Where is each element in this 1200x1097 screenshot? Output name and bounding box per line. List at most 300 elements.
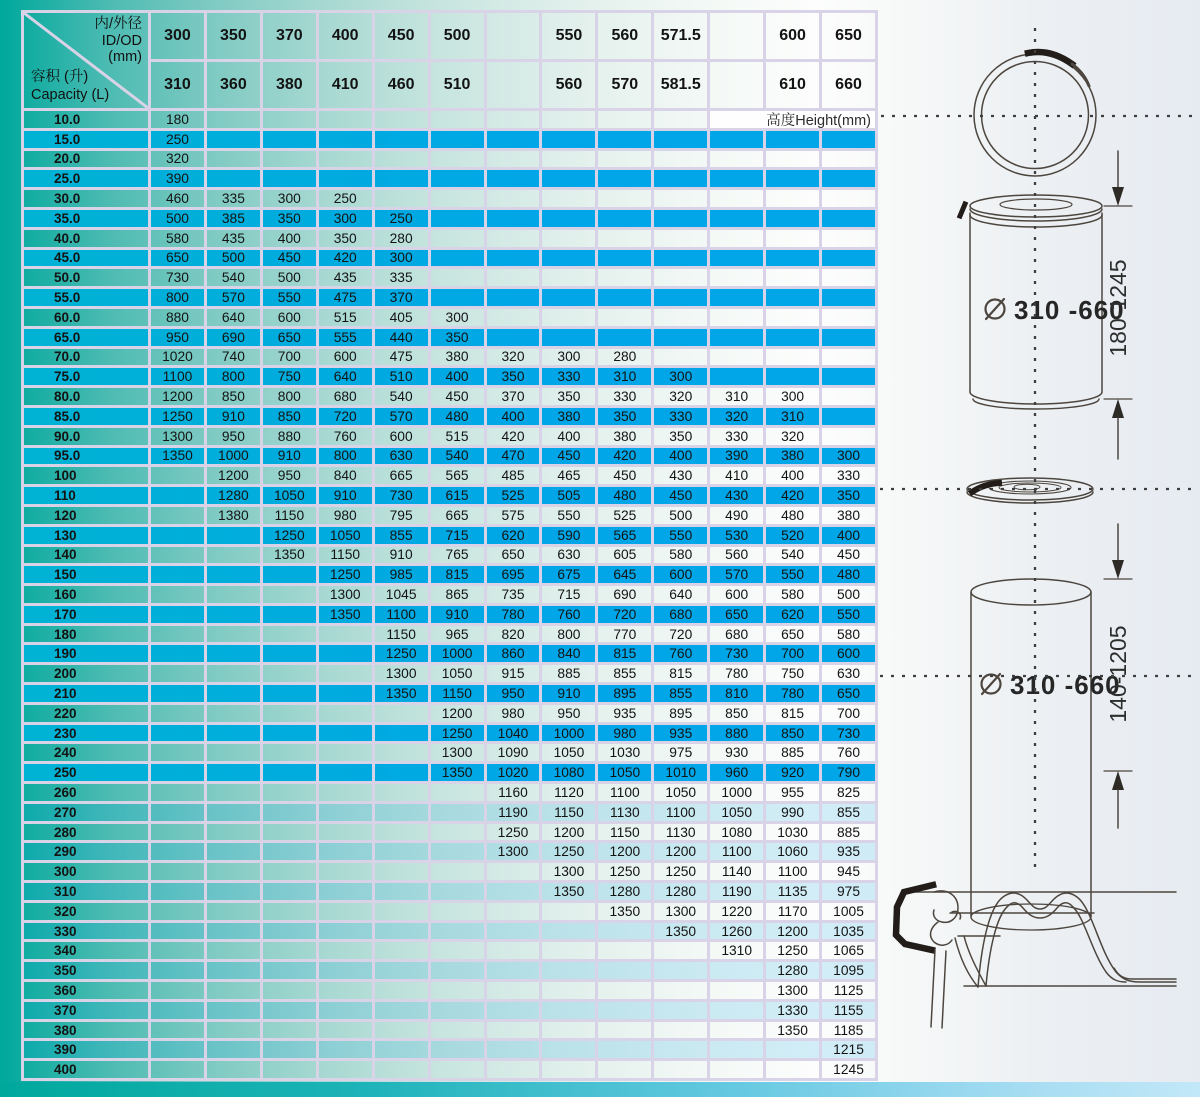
data-cell: 975 bbox=[654, 744, 707, 761]
data-cell bbox=[822, 269, 875, 286]
data-cell bbox=[263, 131, 316, 148]
data-cell: 1050 bbox=[263, 487, 316, 504]
data-cell: 935 bbox=[822, 843, 875, 860]
data-cell: 915 bbox=[487, 665, 540, 682]
data-cell bbox=[319, 1002, 372, 1019]
data-cell: 390 bbox=[710, 448, 763, 465]
data-cell bbox=[822, 190, 875, 207]
capacity-cell: 190 bbox=[24, 645, 148, 662]
data-cell bbox=[766, 170, 819, 187]
data-cell: 1350 bbox=[263, 547, 316, 564]
data-cell bbox=[151, 467, 204, 484]
data-cell: 885 bbox=[766, 744, 819, 761]
data-cell: 1250 bbox=[542, 843, 595, 860]
data-cell: 910 bbox=[375, 547, 428, 564]
data-cell bbox=[822, 151, 875, 168]
data-cell bbox=[431, 190, 484, 207]
data-cell: 400 bbox=[822, 527, 875, 544]
data-cell bbox=[151, 626, 204, 643]
data-cell: 380 bbox=[766, 448, 819, 465]
data-cell: 500 bbox=[151, 210, 204, 227]
data-cell: 910 bbox=[319, 487, 372, 504]
col-header-id: 560 bbox=[598, 13, 651, 59]
data-cell: 590 bbox=[542, 527, 595, 544]
data-cell bbox=[319, 764, 372, 781]
data-cell: 350 bbox=[654, 428, 707, 445]
data-cell bbox=[151, 606, 204, 623]
data-cell: 1300 bbox=[151, 428, 204, 445]
data-cell bbox=[431, 1002, 484, 1019]
data-cell: 550 bbox=[822, 606, 875, 623]
capacity-cell: 400 bbox=[24, 1061, 148, 1078]
data-cell: 855 bbox=[598, 665, 651, 682]
data-cell: 1300 bbox=[319, 586, 372, 603]
data-cell bbox=[151, 487, 204, 504]
data-cell bbox=[207, 1061, 260, 1078]
data-cell: 840 bbox=[542, 645, 595, 662]
data-cell: 880 bbox=[151, 309, 204, 326]
data-cell: 950 bbox=[207, 428, 260, 445]
data-cell bbox=[375, 190, 428, 207]
data-cell: 580 bbox=[654, 547, 707, 564]
data-cell bbox=[319, 824, 372, 841]
data-cell bbox=[654, 1002, 707, 1019]
data-cell bbox=[654, 289, 707, 306]
data-cell: 400 bbox=[542, 428, 595, 445]
data-cell: 380 bbox=[598, 428, 651, 445]
data-cell: 505 bbox=[542, 487, 595, 504]
data-cell bbox=[207, 804, 260, 821]
data-cell: 330 bbox=[598, 388, 651, 405]
data-cell: 1000 bbox=[431, 645, 484, 662]
data-cell: 565 bbox=[431, 467, 484, 484]
data-cell: 385 bbox=[207, 210, 260, 227]
data-cell bbox=[151, 824, 204, 841]
data-cell: 1190 bbox=[487, 804, 540, 821]
data-cell bbox=[710, 962, 763, 979]
data-cell: 1250 bbox=[151, 408, 204, 425]
data-cell: 800 bbox=[542, 626, 595, 643]
data-cell bbox=[431, 170, 484, 187]
data-cell bbox=[598, 309, 651, 326]
data-cell bbox=[207, 626, 260, 643]
data-cell: 1200 bbox=[598, 843, 651, 860]
data-cell bbox=[151, 645, 204, 662]
data-cell: 700 bbox=[263, 349, 316, 366]
data-cell: 715 bbox=[431, 527, 484, 544]
data-cell: 1350 bbox=[766, 1022, 819, 1039]
capacity-cell: 40.0 bbox=[24, 230, 148, 247]
data-cell bbox=[542, 289, 595, 306]
data-cell bbox=[598, 1002, 651, 1019]
data-cell bbox=[207, 784, 260, 801]
capacity-cell: 220 bbox=[24, 705, 148, 722]
data-cell: 300 bbox=[822, 448, 875, 465]
data-cell bbox=[654, 210, 707, 227]
data-cell bbox=[654, 1061, 707, 1078]
data-cell bbox=[766, 309, 819, 326]
data-cell bbox=[207, 606, 260, 623]
data-cell: 750 bbox=[263, 368, 316, 385]
data-cell bbox=[319, 744, 372, 761]
data-cell bbox=[375, 883, 428, 900]
data-cell bbox=[542, 250, 595, 267]
dim-arrow-top bbox=[1104, 151, 1132, 459]
data-cell: 570 bbox=[207, 289, 260, 306]
data-cell: 855 bbox=[654, 685, 707, 702]
col-header-id: 650 bbox=[822, 13, 875, 59]
data-cell bbox=[710, 210, 763, 227]
col-header-id: 300 bbox=[151, 13, 204, 59]
data-cell bbox=[822, 131, 875, 148]
data-cell: 700 bbox=[822, 705, 875, 722]
data-cell bbox=[263, 764, 316, 781]
capacity-cell: 90.0 bbox=[24, 428, 148, 445]
capacity-cell: 20.0 bbox=[24, 151, 148, 168]
data-cell: 730 bbox=[710, 645, 763, 662]
data-cell: 1350 bbox=[542, 883, 595, 900]
data-cell bbox=[207, 547, 260, 564]
data-cell bbox=[375, 824, 428, 841]
data-cell bbox=[710, 329, 763, 346]
data-cell: 405 bbox=[375, 309, 428, 326]
data-cell: 500 bbox=[822, 586, 875, 603]
data-cell: 310 bbox=[710, 388, 763, 405]
data-cell bbox=[207, 170, 260, 187]
spec-table bbox=[21, 10, 878, 1081]
data-cell bbox=[542, 151, 595, 168]
data-cell bbox=[431, 982, 484, 999]
data-cell bbox=[822, 210, 875, 227]
capacity-cell: 140 bbox=[24, 547, 148, 564]
data-cell: 675 bbox=[542, 566, 595, 583]
data-cell bbox=[151, 982, 204, 999]
data-cell: 880 bbox=[710, 725, 763, 742]
data-cell bbox=[151, 962, 204, 979]
data-cell: 580 bbox=[151, 230, 204, 247]
data-cell bbox=[319, 1061, 372, 1078]
data-cell bbox=[487, 151, 540, 168]
data-cell: 525 bbox=[598, 507, 651, 524]
data-cell bbox=[487, 883, 540, 900]
data-cell: 335 bbox=[375, 269, 428, 286]
data-cell: 1000 bbox=[710, 784, 763, 801]
data-cell: 935 bbox=[654, 725, 707, 742]
diameter-label-mid bbox=[982, 670, 1121, 700]
data-cell bbox=[431, 131, 484, 148]
data-cell bbox=[151, 843, 204, 860]
data-cell bbox=[654, 1041, 707, 1058]
data-cell: 680 bbox=[710, 626, 763, 643]
data-cell: 920 bbox=[766, 764, 819, 781]
data-cell bbox=[598, 289, 651, 306]
closed-drum bbox=[960, 195, 1125, 409]
data-cell bbox=[207, 942, 260, 959]
data-cell bbox=[487, 863, 540, 880]
col-header-id: 571.5 bbox=[654, 13, 707, 59]
data-cell: 420 bbox=[487, 428, 540, 445]
data-cell bbox=[151, 942, 204, 959]
data-cell: 400 bbox=[487, 408, 540, 425]
capacity-cell: 110 bbox=[24, 487, 148, 504]
data-cell: 1050 bbox=[542, 744, 595, 761]
data-cell: 1045 bbox=[375, 586, 428, 603]
data-cell bbox=[207, 824, 260, 841]
corner-line: ID/OD bbox=[101, 32, 142, 49]
data-cell: 980 bbox=[319, 507, 372, 524]
data-cell: 1280 bbox=[598, 883, 651, 900]
data-cell: 650 bbox=[710, 606, 763, 623]
data-cell bbox=[263, 645, 316, 662]
data-cell bbox=[151, 1061, 204, 1078]
data-cell bbox=[431, 250, 484, 267]
data-cell: 1005 bbox=[822, 903, 875, 920]
data-cell: 895 bbox=[654, 705, 707, 722]
data-cell bbox=[487, 131, 540, 148]
data-cell bbox=[487, 111, 540, 128]
data-cell: 380 bbox=[542, 408, 595, 425]
data-cell: 310 bbox=[766, 408, 819, 425]
data-cell bbox=[710, 170, 763, 187]
data-cell: 980 bbox=[487, 705, 540, 722]
data-cell bbox=[375, 1061, 428, 1078]
data-cell bbox=[207, 1041, 260, 1058]
data-cell bbox=[766, 250, 819, 267]
data-cell bbox=[319, 705, 372, 722]
data-cell bbox=[207, 725, 260, 742]
data-cell: 865 bbox=[431, 586, 484, 603]
data-cell bbox=[263, 626, 316, 643]
svg-text:310 -660: 310 -660 bbox=[1014, 295, 1125, 325]
data-cell bbox=[710, 982, 763, 999]
data-cell bbox=[710, 250, 763, 267]
data-cell: 1300 bbox=[766, 982, 819, 999]
data-cell: 380 bbox=[431, 349, 484, 366]
data-cell: 320 bbox=[710, 408, 763, 425]
capacity-cell: 25.0 bbox=[24, 170, 148, 187]
data-cell bbox=[710, 269, 763, 286]
data-cell: 540 bbox=[431, 448, 484, 465]
data-cell: 300 bbox=[542, 349, 595, 366]
data-cell: 485 bbox=[487, 467, 540, 484]
data-cell bbox=[598, 962, 651, 979]
data-cell: 1350 bbox=[151, 448, 204, 465]
data-cell: 650 bbox=[151, 250, 204, 267]
data-cell bbox=[207, 843, 260, 860]
data-cell: 330 bbox=[542, 368, 595, 385]
data-cell: 1100 bbox=[375, 606, 428, 623]
data-cell: 895 bbox=[598, 685, 651, 702]
data-cell bbox=[487, 1061, 540, 1078]
data-cell bbox=[710, 1041, 763, 1058]
data-cell: 855 bbox=[822, 804, 875, 821]
data-cell: 420 bbox=[766, 487, 819, 504]
data-cell bbox=[542, 1022, 595, 1039]
open-drum bbox=[971, 579, 1121, 930]
data-cell: 1350 bbox=[319, 606, 372, 623]
data-cell: 480 bbox=[766, 507, 819, 524]
data-cell: 630 bbox=[822, 665, 875, 682]
data-cell bbox=[263, 784, 316, 801]
data-cell: 555 bbox=[319, 329, 372, 346]
data-cell: 950 bbox=[487, 685, 540, 702]
data-cell bbox=[654, 111, 707, 128]
col-header-od: 660 bbox=[822, 62, 875, 108]
data-cell: 1310 bbox=[710, 942, 763, 959]
data-cell bbox=[207, 1002, 260, 1019]
data-cell: 1350 bbox=[375, 685, 428, 702]
data-cell: 1065 bbox=[822, 942, 875, 959]
data-cell: 990 bbox=[766, 804, 819, 821]
data-cell: 300 bbox=[431, 309, 484, 326]
data-cell bbox=[319, 151, 372, 168]
data-cell bbox=[319, 170, 372, 187]
height-label: 高度Height(mm) bbox=[710, 111, 875, 128]
data-cell bbox=[542, 1002, 595, 1019]
data-cell: 615 bbox=[431, 487, 484, 504]
data-cell: 1300 bbox=[654, 903, 707, 920]
data-cell: 690 bbox=[207, 329, 260, 346]
data-cell: 1300 bbox=[487, 843, 540, 860]
capacity-cell: 70.0 bbox=[24, 349, 148, 366]
data-cell: 1160 bbox=[487, 784, 540, 801]
capacity-cell: 15.0 bbox=[24, 131, 148, 148]
data-cell: 500 bbox=[263, 269, 316, 286]
data-cell bbox=[263, 111, 316, 128]
data-cell bbox=[151, 566, 204, 583]
data-cell bbox=[151, 903, 204, 920]
data-cell bbox=[822, 368, 875, 385]
data-cell: 475 bbox=[375, 349, 428, 366]
data-cell bbox=[431, 1022, 484, 1039]
data-cell bbox=[598, 1041, 651, 1058]
data-cell: 330 bbox=[654, 408, 707, 425]
data-cell: 1300 bbox=[375, 665, 428, 682]
data-cell: 320 bbox=[487, 349, 540, 366]
data-cell: 620 bbox=[487, 527, 540, 544]
data-cell: 1050 bbox=[654, 784, 707, 801]
capacity-cell: 310 bbox=[24, 883, 148, 900]
data-cell: 815 bbox=[654, 665, 707, 682]
data-cell bbox=[487, 250, 540, 267]
data-cell: 1000 bbox=[542, 725, 595, 742]
data-cell bbox=[319, 626, 372, 643]
data-cell: 1245 bbox=[822, 1061, 875, 1078]
bottom-strip bbox=[0, 1082, 1200, 1097]
data-cell: 1190 bbox=[710, 883, 763, 900]
data-cell bbox=[263, 804, 316, 821]
capacity-cell: 55.0 bbox=[24, 289, 148, 306]
data-cell: 1250 bbox=[319, 566, 372, 583]
data-cell bbox=[822, 230, 875, 247]
data-cell bbox=[598, 982, 651, 999]
data-cell: 350 bbox=[822, 487, 875, 504]
data-cell: 550 bbox=[542, 507, 595, 524]
data-cell bbox=[654, 250, 707, 267]
data-cell: 400 bbox=[766, 467, 819, 484]
data-cell bbox=[710, 349, 763, 366]
data-cell bbox=[375, 1022, 428, 1039]
capacity-cell: 10.0 bbox=[24, 111, 148, 128]
data-cell bbox=[431, 151, 484, 168]
data-cell bbox=[207, 705, 260, 722]
data-cell bbox=[822, 289, 875, 306]
data-cell: 930 bbox=[710, 744, 763, 761]
data-cell: 730 bbox=[375, 487, 428, 504]
data-cell: 1260 bbox=[710, 923, 763, 940]
capacity-cell: 30.0 bbox=[24, 190, 148, 207]
data-cell bbox=[710, 1002, 763, 1019]
data-cell: 450 bbox=[822, 547, 875, 564]
capacity-cell: 260 bbox=[24, 784, 148, 801]
data-cell bbox=[263, 586, 316, 603]
data-cell bbox=[319, 1022, 372, 1039]
data-cell bbox=[207, 645, 260, 662]
data-cell bbox=[487, 923, 540, 940]
data-cell bbox=[319, 645, 372, 662]
data-cell: 600 bbox=[654, 566, 707, 583]
data-cell bbox=[598, 190, 651, 207]
data-cell: 1200 bbox=[207, 467, 260, 484]
capacity-cell: 85.0 bbox=[24, 408, 148, 425]
data-cell bbox=[487, 190, 540, 207]
data-cell bbox=[654, 942, 707, 959]
data-cell: 800 bbox=[263, 388, 316, 405]
data-cell: 435 bbox=[319, 269, 372, 286]
data-cell: 300 bbox=[263, 190, 316, 207]
corner-cell bbox=[24, 13, 148, 108]
data-cell bbox=[766, 349, 819, 366]
col-header-od: 610 bbox=[766, 62, 819, 108]
data-cell bbox=[375, 170, 428, 187]
data-cell: 720 bbox=[319, 408, 372, 425]
data-cell bbox=[598, 131, 651, 148]
data-cell bbox=[598, 923, 651, 940]
data-cell bbox=[375, 923, 428, 940]
data-cell bbox=[431, 843, 484, 860]
data-cell bbox=[431, 923, 484, 940]
data-cell bbox=[375, 131, 428, 148]
col-header-od bbox=[487, 62, 540, 108]
data-cell: 1350 bbox=[654, 923, 707, 940]
data-cell: 515 bbox=[431, 428, 484, 445]
data-cell: 580 bbox=[822, 626, 875, 643]
data-cell: 500 bbox=[207, 250, 260, 267]
data-cell: 475 bbox=[319, 289, 372, 306]
data-cell bbox=[319, 843, 372, 860]
data-cell: 800 bbox=[319, 448, 372, 465]
data-cell: 250 bbox=[319, 190, 372, 207]
lid-disc bbox=[967, 478, 1093, 503]
data-cell: 600 bbox=[375, 428, 428, 445]
data-cell bbox=[542, 269, 595, 286]
data-cell bbox=[431, 883, 484, 900]
data-cell: 1050 bbox=[319, 527, 372, 544]
data-cell bbox=[375, 1041, 428, 1058]
data-cell bbox=[542, 329, 595, 346]
data-cell: 645 bbox=[598, 566, 651, 583]
data-cell bbox=[598, 269, 651, 286]
data-cell: 1010 bbox=[654, 764, 707, 781]
data-cell: 640 bbox=[207, 309, 260, 326]
data-cell: 810 bbox=[710, 685, 763, 702]
data-cell bbox=[207, 764, 260, 781]
data-cell bbox=[151, 1002, 204, 1019]
data-cell: 550 bbox=[263, 289, 316, 306]
data-cell: 950 bbox=[263, 467, 316, 484]
data-cell bbox=[766, 151, 819, 168]
data-cell: 980 bbox=[598, 725, 651, 742]
